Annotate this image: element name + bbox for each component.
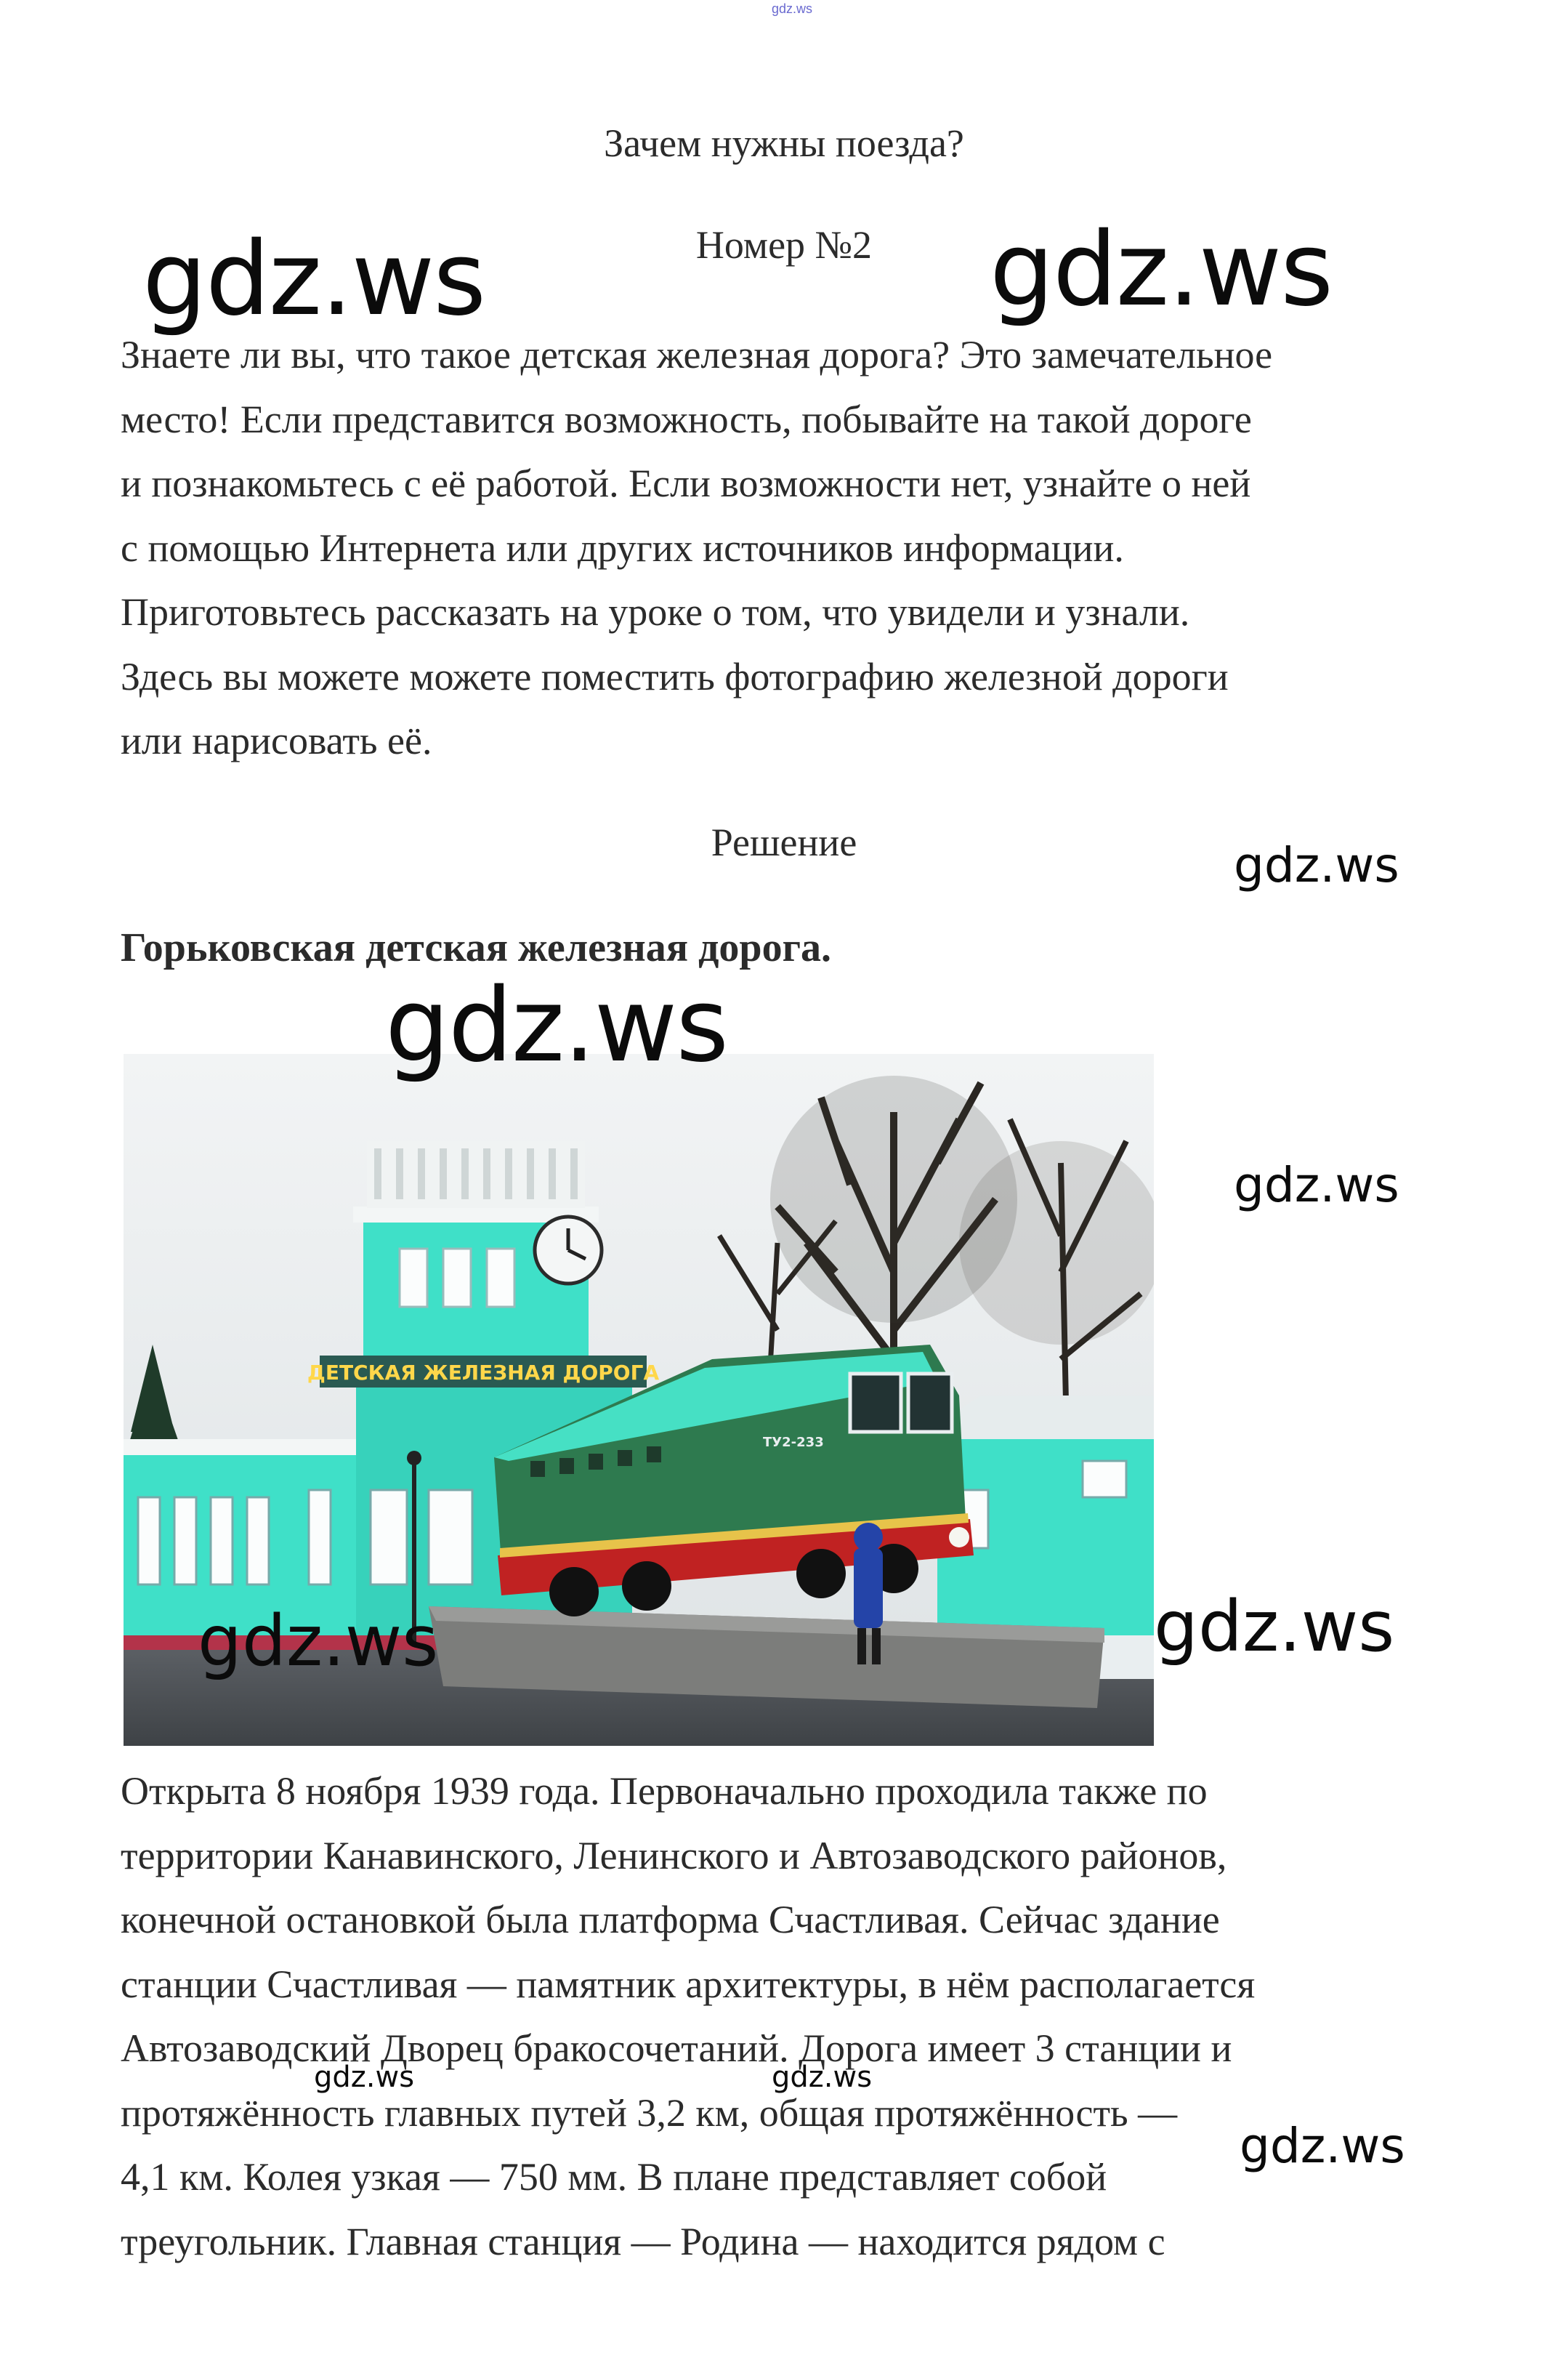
task-line: Приготовьтесь рассказать на уроке о том, что увидели и узнали. xyxy=(121,590,1190,634)
watermark: gdz.ws xyxy=(1240,2118,1405,2174)
watermark: gdz.ws xyxy=(198,1600,439,1682)
watermark: gdz.ws xyxy=(772,2061,873,2094)
page-title: Зачем нужны поезда? xyxy=(604,121,964,165)
task-line: Здесь вы можете можете поместить фотографию железной дороги xyxy=(121,654,1229,698)
answer-line: конечной остановкой была платформа Счастливая. Сейчас здание xyxy=(121,1898,1220,1941)
answer-text xyxy=(121,1759,1450,2274)
task-line: место! Если представится возможность, побывайте на такой дороге xyxy=(121,397,1252,441)
watermark: gdz.ws xyxy=(385,967,728,1085)
task-text xyxy=(121,323,1450,773)
solution-heading: Решение xyxy=(711,821,857,864)
task-line: Знаете ли вы, что такое детская железная дорога? Это замечательное xyxy=(121,333,1273,376)
answer-line: Автозаводский Дворец бракосочетаний. Дорога имеет 3 станции и xyxy=(121,2026,1232,2070)
answer-line: станции Счастливая — памятник архитектуры, в нём располагается xyxy=(121,1962,1256,2006)
watermark: gdz.ws xyxy=(1154,1586,1395,1667)
watermark: gdz.ws xyxy=(142,220,485,339)
answer-line: 4,1 км. Колея узкая — 750 мм. В плане представляет собой xyxy=(121,2155,1107,2199)
railway-name: Горьковская детская железная дорога. xyxy=(121,925,832,970)
watermark: gdz.ws xyxy=(314,2061,415,2094)
watermark: gdz.ws xyxy=(1234,837,1399,893)
answer-line: территории Канавинского, Ленинского и Автозаводского районов, xyxy=(121,1833,1227,1877)
answer-line: треугольник. Главная станция — Родина — находится рядом с xyxy=(121,2219,1165,2263)
task-line: с помощью Интернета или других источников информации. xyxy=(121,525,1124,570)
task-line: или нарисовать её. xyxy=(121,719,432,762)
task-line: и познакомьтесь с её работой. Если возможности нет, узнайте о ней xyxy=(121,462,1251,505)
answer-line: протяжённость главных путей 3,2 км, общая протяжённость — xyxy=(121,2090,1178,2135)
station-sign: ДЕТСКАЯ ЖЕЛЕЗНАЯ ДОРОГА xyxy=(307,1361,660,1385)
answer-line: Открыта 8 ноября 1939 года. Первоначально проходила также по xyxy=(121,1769,1208,1813)
top-watermark: gdz.ws xyxy=(772,1,813,16)
watermark: gdz.ws xyxy=(1234,1157,1399,1213)
locomotive-number: ТУ2-233 xyxy=(763,1435,824,1450)
watermark: gdz.ws xyxy=(990,211,1333,329)
task-number: Номер №2 xyxy=(695,223,873,267)
